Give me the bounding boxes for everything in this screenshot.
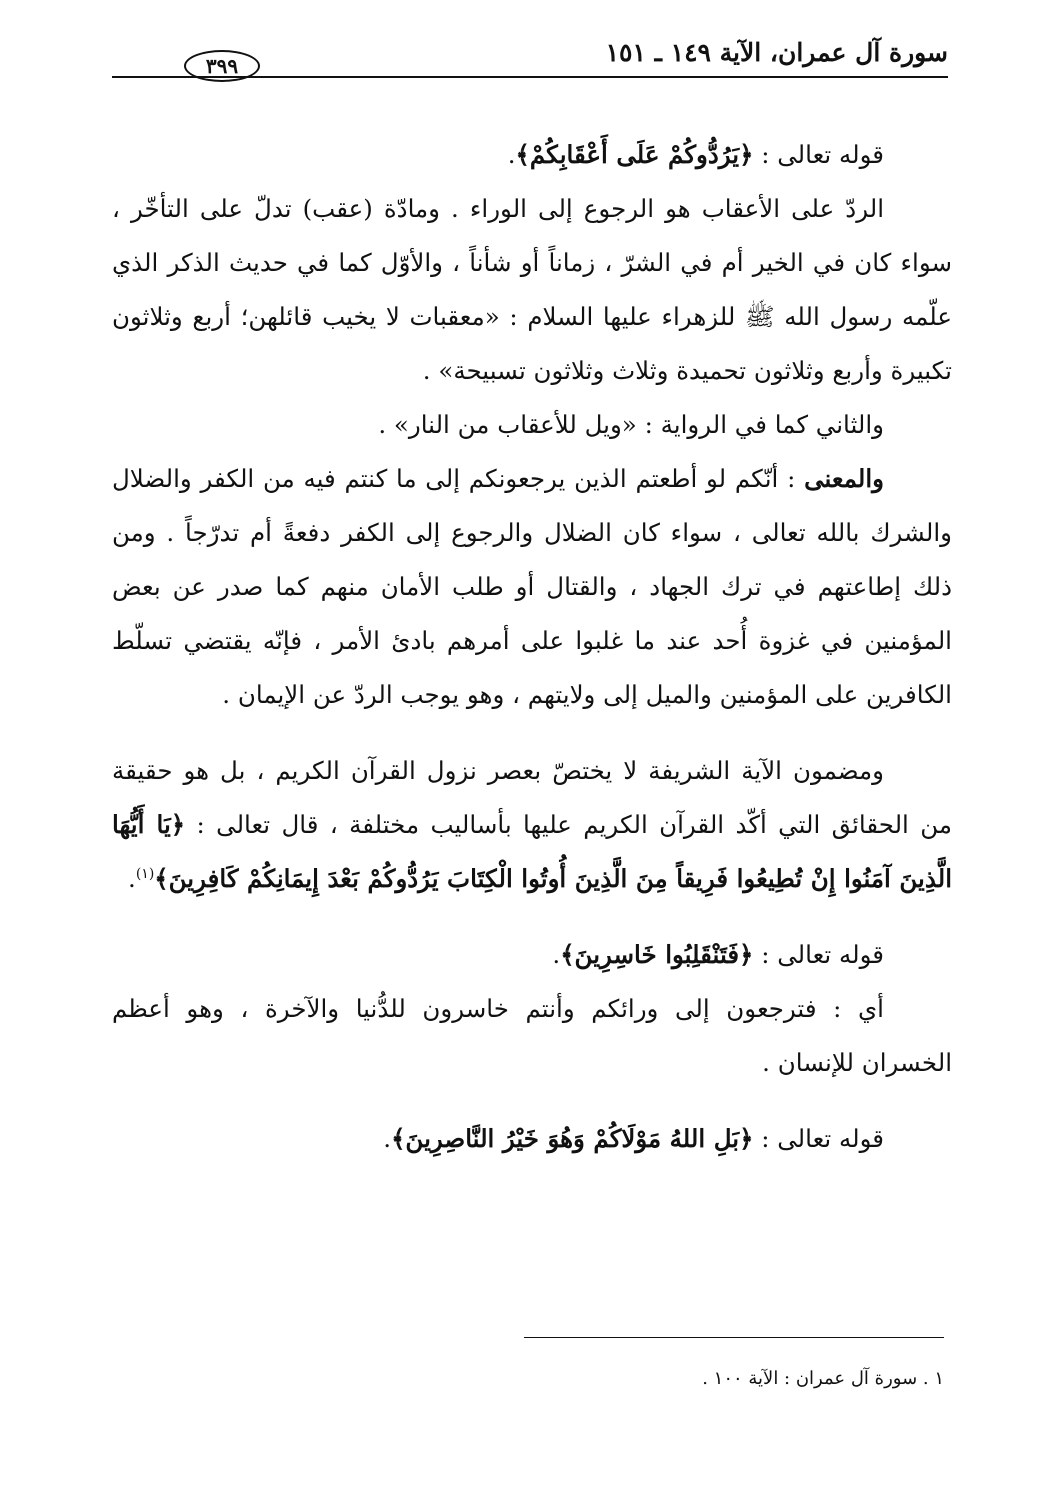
heading-end: . bbox=[507, 140, 516, 169]
paragraph bbox=[112, 452, 952, 722]
quran-verse: ﴿يَرُدُّوكُمْ عَلَى أَعْقَابِكُمْ﴾ bbox=[515, 140, 754, 169]
heading-lead: قوله تعالى : bbox=[753, 1124, 884, 1153]
paragraph: والثاني كما في الرواية : «ويل للأعقاب من النار» . bbox=[378, 410, 884, 439]
running-title: سورة آل عمران، الآية ١٤٩ ـ ١٥١ bbox=[605, 38, 948, 67]
section-heading-3 bbox=[112, 1112, 952, 1166]
paragraph-text: : أنّكم لو أطعتم الذين يرجعونكم إلى ما كنتم فيه من الكفر والضلال والشرك بالله تعالى ، سواء كان الضلال والرجوع إلى الكفر دفعةً أم تدرّجاً . ومن ذلك إطاعتهم في ترك الجهاد ، والقتال أو طلب الأمان منهم كما صدر عن بعض المؤمنين في غزوة أُحد عند ما غلبوا على أمرهم بادئ الأمر ، فإنّه يقتضي تسلّط الكافرين على المؤمنين والميل إلى ولايتهم ، وهو يوجب الردّ عن الإيمان . bbox=[112, 464, 952, 709]
heading-end: . bbox=[552, 940, 561, 969]
paragraph-lead-word: والمعنى bbox=[804, 464, 884, 493]
footnote: ١ . سورة آل عمران : الآية ١٠٠ . bbox=[702, 1368, 944, 1389]
paragraph-text: ومضمون الآية الشريفة لا يختصّ بعصر نزول القرآن الكريم ، بل هو حقيقة من الحقائق التي أكّد القرآن الكريم عليها بأساليب مختلفة ، قال تعالى : bbox=[112, 756, 952, 839]
main-text bbox=[112, 128, 952, 1166]
heading-lead: قوله تعالى : bbox=[753, 140, 884, 169]
paragraph: أي : فترجعون إلى ورائكم وأنتم خاسرون للدُّنيا والآخرة ، وهو أعظم الخسران للإنسان . bbox=[112, 994, 952, 1077]
header-rule bbox=[112, 76, 948, 78]
paragraph: الردّ على الأعقاب هو الرجوع إلى الوراء . ومادّة (عقب) تدلّ على التأخّر ، سواء كان في الخير أم في الشرّ ، زماناً أو شأناً ، والأوّل كما في حديث الذكر الذي علّمه رسول الله ﷺ للزهراء عليها السلام : «معقبات لا يخيب قائلهن؛ أربع وثلاثون تكبيرة وأربع وثلاثون تحميدة وثلاث وثلاثون تسبيحة» . bbox=[112, 194, 952, 385]
quran-verse: ﴿بَلِ اللهُ مَوْلَاكُمْ وَهُوَ خَيْرُ النَّاصِرِينَ﴾ bbox=[391, 1124, 754, 1153]
heading-lead: قوله تعالى : bbox=[753, 940, 884, 969]
section-heading-1 bbox=[112, 128, 952, 182]
footnote-marker: (١) bbox=[135, 865, 155, 882]
section-heading-2 bbox=[112, 928, 952, 982]
footnote-rule bbox=[524, 1337, 944, 1338]
heading-end: . bbox=[383, 1124, 392, 1153]
quran-verse: ﴿يَا أَيُّهَا الَّذِينَ آمَنُوا إِنْ تُطِيعُوا فَرِيقاً مِنَ الَّذِينَ أُوتُوا الْكِتَابَ يَرُدُّوكُمْ بَعْدَ إِيمَانِكُمْ كَافِرِينَ﴾ bbox=[112, 810, 952, 893]
paragraph-end: . bbox=[128, 864, 136, 893]
page-number: ٣٩٩ bbox=[184, 50, 260, 82]
paragraph bbox=[112, 744, 952, 906]
page-header bbox=[112, 36, 948, 82]
quran-verse: ﴿فَتَنْقَلِبُوا خَاسِرِينَ﴾ bbox=[560, 940, 754, 969]
